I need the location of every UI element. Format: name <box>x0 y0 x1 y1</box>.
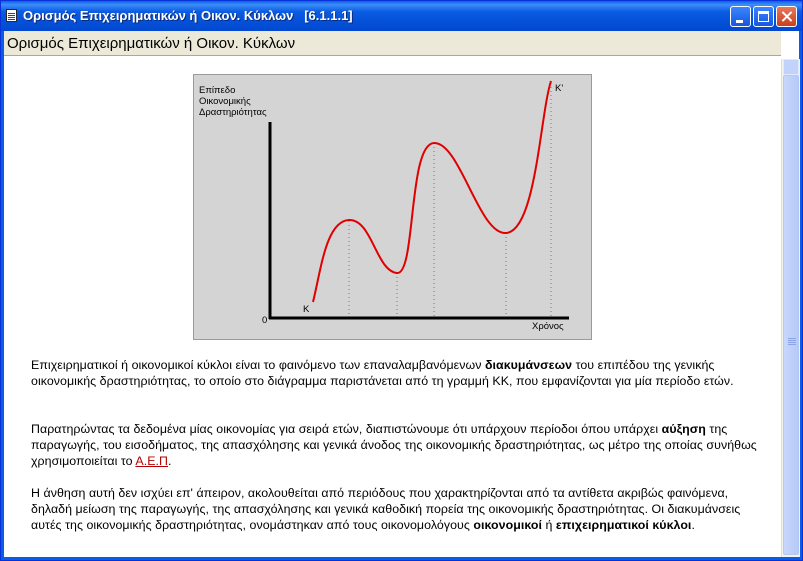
bold-term: αύξηση <box>661 422 706 436</box>
paragraph-decline <box>31 485 766 533</box>
economic-activity-curve <box>313 81 551 302</box>
window-title: Ορισμός Επιχειρηματικών ή Οικον. Κύκλων [6.1.1.1] <box>23 8 353 23</box>
paragraph-definition <box>31 357 766 389</box>
paragraph-text: ή <box>541 518 556 532</box>
end-point-label: Κ' <box>555 83 564 94</box>
content-area <box>4 31 799 557</box>
scroll-thumb[interactable] <box>783 75 799 555</box>
page-title: Ορισμός Επιχειρηματικών ή Οικον. Κύκλων <box>7 35 296 52</box>
paragraph-text: του επιπέδου της γενικής οικονομικής δραστηριότητας, το οποίο στο διάγραμμα παριστάνεται από τη γραμμή ΚΚ, που εμφανίζονται για μία περίοδο ετών. <box>31 358 734 388</box>
bold-term: διακυμάνσεων <box>484 358 573 372</box>
maximize-button[interactable] <box>753 6 774 27</box>
document-icon[interactable] <box>6 9 17 22</box>
start-point-label: Κ <box>303 304 310 315</box>
x-axis-label: Χρόνος <box>532 321 564 332</box>
y-axis-label-line-2: Οικονομικής <box>199 96 251 107</box>
title-bar[interactable] <box>1 1 802 31</box>
topic-header <box>4 31 781 56</box>
bold-term: οικονομικοί <box>473 518 542 532</box>
y-axis-label-line-3: Δραστηριότητας <box>199 107 267 118</box>
vertical-scrollbar[interactable] <box>781 59 800 557</box>
paragraph-text: Η άνθηση αυτή δεν ισχύει επ' άπειρον, ακολουθείται από περιόδους που χαρακτηρίζονται από τα αντίθετα ακριβώς φαινόμενα, δηλαδή μείωση της παραγωγής, της απασχόλησης και γενικά καθοδική πορεία της οικονομικής δραστηριότητας. Οι διακυμάνσεις αυτές της οικονομικής δραστηριότητας, ονομάστηκαν από τους οικονομολόγους <box>31 486 741 532</box>
paragraph-text: . <box>168 454 172 468</box>
origin-label: 0 <box>262 315 268 326</box>
bold-term: επιχειρηματικοί κύκλοι <box>555 518 692 532</box>
y-axis-label-line-1: Επίπεδο <box>199 85 236 96</box>
paragraph-text: της παραγωγής, του εισοδήματος, της απασχόλησης και γενικά άνοδος της οικονομικής δραστηριότητας, ως μέτρο της οποίας συνήθως χρησιμοποιείται το <box>31 422 757 468</box>
close-button[interactable] <box>776 6 797 27</box>
minimize-button[interactable] <box>730 6 751 27</box>
aep-link[interactable]: Α.Ε.Π <box>135 454 169 468</box>
scroll-up-button[interactable] <box>783 59 799 75</box>
grip-icon <box>788 338 796 339</box>
paragraph-text: . <box>691 518 695 532</box>
business-cycle-diagram <box>193 74 592 340</box>
paragraph-growth <box>31 421 766 469</box>
paragraph-text: Παρατηρώντας τα δεδομένα μίας οικονομίας για σειρά ετών, διαπιστώνουμε ότι υπάρχουν περίοδοι όπου υπάρχει <box>31 422 662 436</box>
paragraph-text: Επιχειρηματικοί ή οικονομικοί κύκλοι είναι το φαινόμενο των επαναλαμβανόμενων <box>31 358 485 372</box>
